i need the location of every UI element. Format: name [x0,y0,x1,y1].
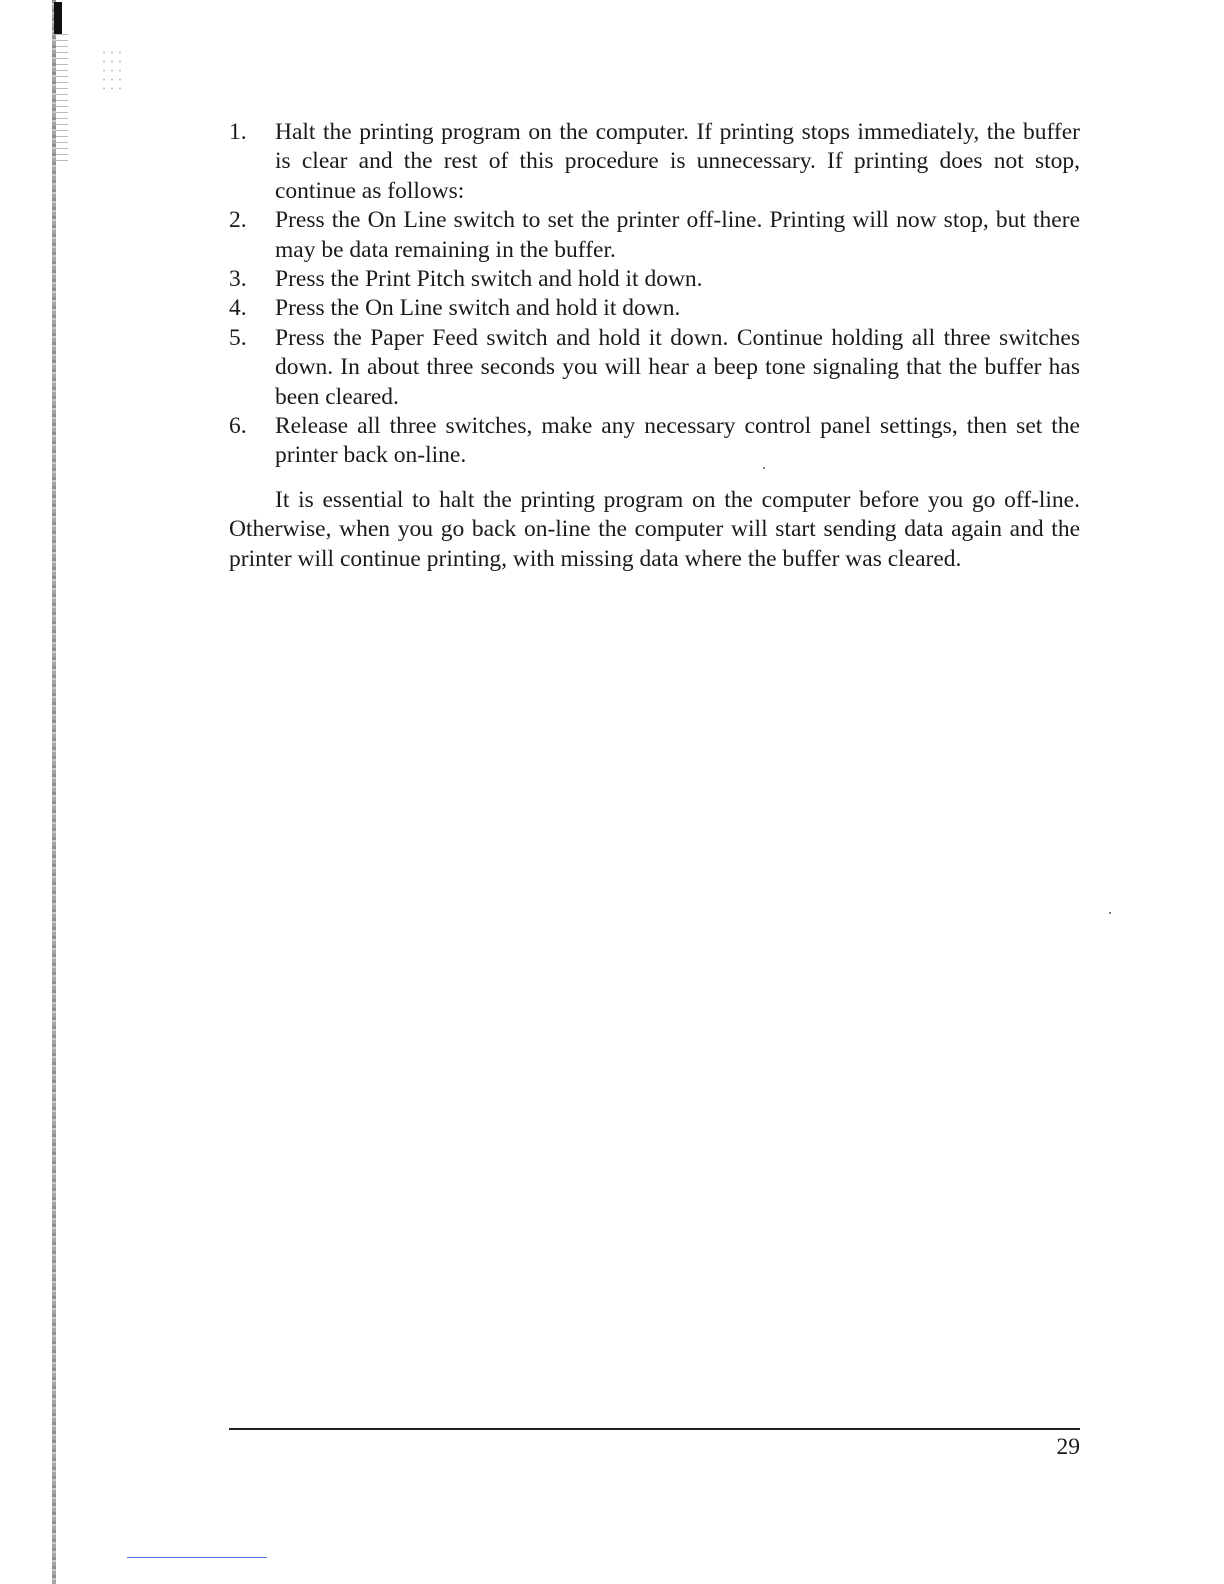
step-number: 4. [229,295,247,322]
body-paragraph: It is essential to halt the printing program on the computer before you go off-line. Otherwise, when you go back on-line the computer will start sending data again and the printer will continue printing, with missing data where the buffer was cleared. [229,486,1080,572]
scan-dot [1109,912,1111,914]
step-text: Press the On Line switch to set the printer off-line. Printing will now stop, but there may be data remaining in the buffer. [275,207,1080,263]
list-item [229,206,1080,265]
list-item [229,265,1080,294]
scan-binding-mark [54,2,62,34]
list-item [229,294,1080,323]
step-text: Press the On Line switch and hold it down. [275,295,681,322]
scan-artifact-line [127,1557,267,1558]
step-number: 6. [229,413,247,440]
step-text: Release all three switches, make any necessary control panel settings, then set the printer back on-line. [275,413,1080,469]
page-body [229,118,1080,574]
step-text: Press the Print Pitch switch and hold it down. [275,266,703,293]
list-item [229,324,1080,412]
page-number: 29 [1056,1434,1080,1460]
step-number: 5. [229,324,247,351]
step-text: Press the Paper Feed switch and hold it down. Continue holding all three switches down. In about three seconds you will hear a beep tone signaling that the buffer has been cleared. [275,324,1080,410]
scan-binding-edge [52,0,56,1584]
scan-noise [100,48,124,92]
scan-speckle [56,34,68,164]
step-number: 2. [229,207,247,234]
list-item [229,412,1080,471]
step-text: Halt the printing program on the computer. If printing stops immediately, the buffer is clear and the rest of this procedure is unnecessary. If printing does not stop, continue as follows: [275,119,1080,204]
step-number: 1. [229,119,247,145]
footer-rule [229,1428,1080,1430]
list-item [229,118,1080,206]
step-number: 3. [229,266,247,293]
procedure-list [229,118,1080,471]
